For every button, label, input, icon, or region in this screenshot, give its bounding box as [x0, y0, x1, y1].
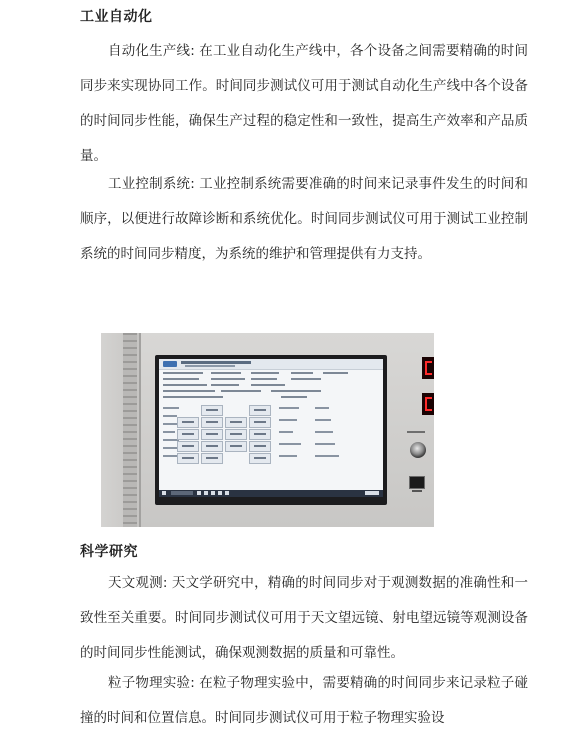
paragraph-astronomical-observation: 天文观测: 天文学研究中，精确的时间同步对于观测数据的准确性和一致性至关重要。时间同步测试仪可用于天文望远镜、射电望远镜等观测设备的时间同步性能测试，确保观测数据的质量和可靠性。 [80, 575, 528, 661]
paragraph-particle-physics: 粒子物理实验: 在粒子物理实验中，需要精确的时间同步来记录粒子碰撞的时间和位置信息。时间同步测试仪可用于粒子物理实验设 [80, 675, 528, 726]
led-digit-display [422, 393, 434, 415]
paragraph-production-line: 自动化生产线: 在工业自动化生产线中，各个设备之间需要精确的时间同步来实现协同工作。时间同步测试仪可用于测试自动化生产线中各个设备的时间同步性能，确保生产过程的稳定性和一致性，提高生产效率和产品质量。 [80, 43, 528, 164]
section-heading-scientific-research: 科学研究 [80, 544, 138, 560]
bnc-connector-icon [410, 442, 426, 458]
led-digit-display [422, 357, 434, 379]
section-heading-industrial-automation: 工业自动化 [80, 9, 153, 25]
paragraph-industrial-control: 工业控制系统: 工业控制系统需要准确的时间来记录事件发生的时间和顺序，以便进行故障诊断和系统优化。时间同步测试仪可用于测试工业控制系统的时间同步精度，为系统的维护和管理提供有力支持。 [80, 176, 528, 262]
instrument-photo [101, 333, 434, 527]
brand-logo-icon [163, 361, 177, 367]
network-port-icon [409, 476, 425, 489]
